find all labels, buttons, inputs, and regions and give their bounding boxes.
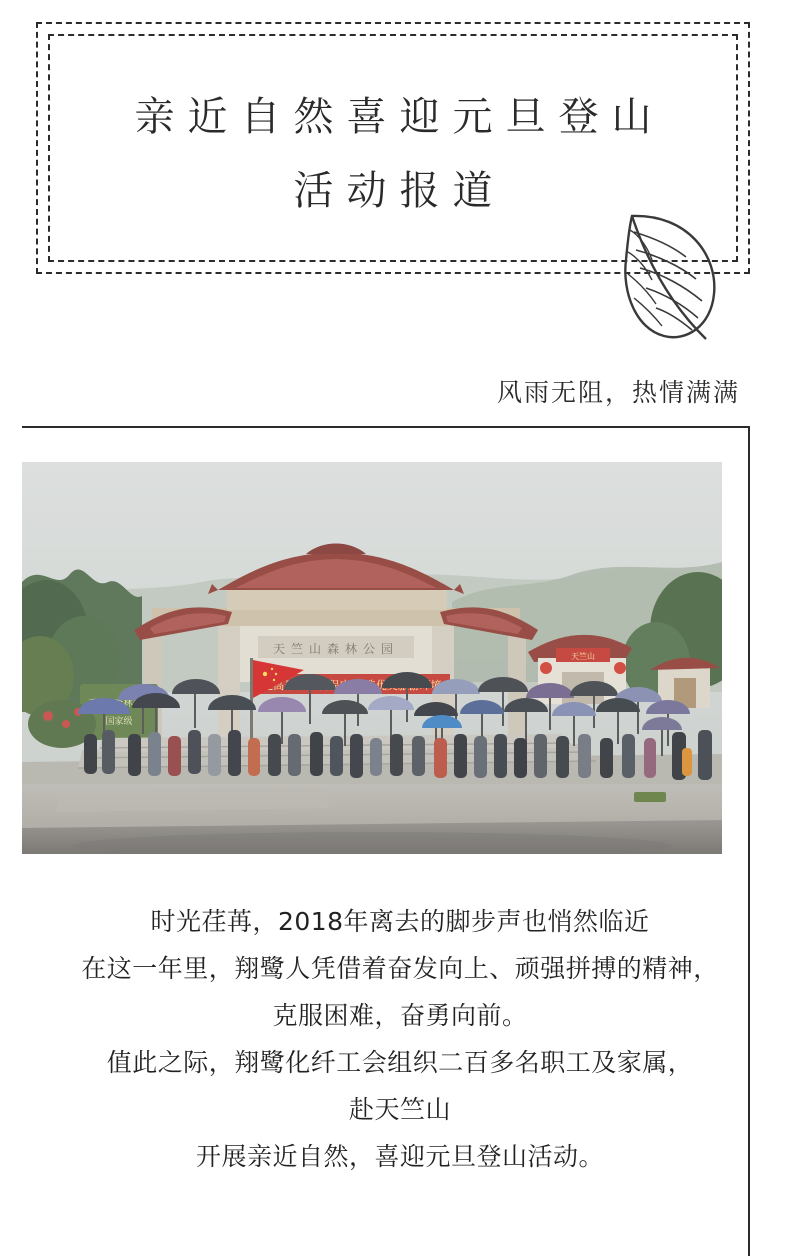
body-paragraph-4: 值此之际，翔鹭化纤工会组织二百多名职工及家属， [106,1048,694,1077]
page-title-line-2: 活动报道 [293,168,506,214]
subtitle-row [0,370,800,432]
body-paragraph-1: 时光荏苒，2018年离去的脚步声也悄然临近 [150,907,650,936]
event-photo [22,462,722,854]
body-paragraph-5: 赴天竺山 [348,1095,451,1124]
page-title [36,80,750,228]
body-paragraph-6: 开展亲近自然，喜迎元旦登山活动。 [195,1142,604,1171]
svg-text:天竺山: 天竺山 [571,652,595,661]
page-title-line-1: 亲近自然喜迎元旦登山 [134,94,665,140]
body-paragraph-2: 在这一年里，翔鹭人凭借着奋发向上、顽强拼搏的精神， [81,954,719,983]
leaf-icon [610,208,730,348]
body-paragraph-3: 克服困难，奋勇向前。 [272,1001,528,1030]
subtitle: 风雨无阻，热情满满 [496,378,740,407]
svg-text:国家级: 国家级 [105,717,133,727]
horizontal-divider [22,426,750,428]
svg-text:天竺山森林公园: 天竺山森林公园 [272,642,400,656]
body-text [30,898,770,1180]
